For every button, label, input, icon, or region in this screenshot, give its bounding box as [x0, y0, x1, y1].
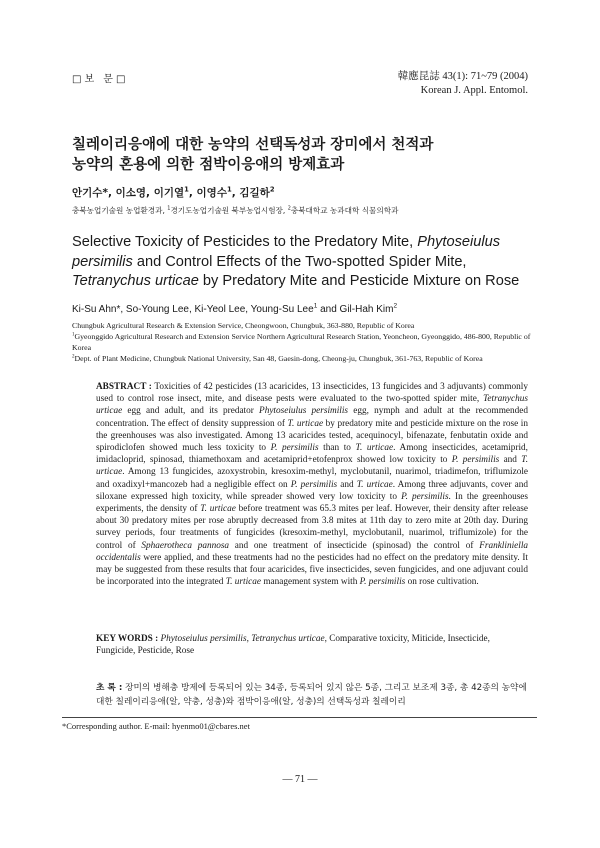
korean-author: 이기열 — [153, 187, 185, 199]
keywords-label: KEY WORDS : — [96, 634, 159, 644]
page-number: — 71 — — [282, 774, 318, 785]
species-name: Phytoseiulus persimilis — [72, 234, 501, 270]
english-affiliation: $^2$Dept. of Plant Medicine, Chungbuk National University, San 48, Gaesin-dong, Cheong-ju, Chungbuk, 361-763, Republic of Korea — [72, 353, 483, 363]
keywords-species: Phytoseiulus persimilis, Tetranychus urticae — [160, 634, 325, 644]
journal-name: Korean J. Appl. Entomol. — [420, 85, 528, 96]
author-mark: 1 — [313, 302, 318, 310]
english-affiliation: $^1$Gyeonggido Agricultural Research and Extension Service Northern Agricultural Research Station, Yeoncheon, Gyeonggido, 486-800, Republic of Korea — [72, 331, 531, 352]
affiliation-mark: 1 — [167, 205, 171, 212]
english-title: Selective Toxicity of Pesticides to the Predatory Mite, Phytoseiulus persimilis and Control Effects of the Two-spotted Spider Mite, Tetranychus urticae by Predatory Mite and Pesticide Mixture on Rose — [72, 234, 520, 289]
korean-author: 이소영 — [115, 187, 147, 199]
korean-author: 이영수 — [196, 187, 227, 199]
english-authors: Ki-Su Ahn*, So-Young Lee, Ki-Yeol Lee, Young-Su Lee$^1$ and Gil-Hah Kim$^2$ — [72, 302, 398, 315]
korean-author: 김길하 — [239, 187, 270, 199]
korean-abstract — [96, 681, 528, 709]
korean-authors: 안기수*, 이소영, 이기열$^1$, 이영수$^1$, 김길하$^2$ — [72, 185, 275, 199]
korean-affiliation: 충북대학교 농과대학 식물의학과 — [290, 206, 399, 215]
keywords — [96, 633, 528, 657]
affiliation-mark: 2 — [287, 205, 291, 212]
species-name: Tetranychus urticae — [72, 273, 199, 289]
author-mark: 2 — [393, 302, 398, 310]
korean-title — [72, 135, 433, 175]
english-affiliation: Chungbuk Agricultural Research & Extension Service, Cheongwoon, Chungbuk, 363-880, Republic of Korea — [72, 321, 415, 330]
english-affiliations — [72, 320, 542, 364]
corresponding-author-footnote: *Corresponding author. E-mail: hyenmo01@cbares.net — [62, 721, 250, 731]
korean-affiliation: 충북농업기술원 농업환경과, — [72, 206, 168, 215]
footnote-divider — [62, 717, 537, 718]
korean-abstract-text: 장미의 병해충 방제에 등록되어 있는 34종, 등록되어 있지 않은 5종, 그리고 보조제 3종, 총 42종의 농약에 대한 칠레이리응애(알, 약충, 성충)와 점박이응애(알, 성충)의 선택독성과 칠레이리 — [96, 683, 527, 707]
author-mark: 1 — [184, 185, 189, 194]
korean-affiliations — [72, 205, 398, 216]
korean-title-line2: 농약의 혼용에 의한 점박이응애의 방제효과 — [72, 157, 345, 173]
author-mark: 2 — [269, 185, 275, 194]
journal-citation: 韓應昆誌 43(1): 71~79 (2004) — [397, 71, 528, 82]
korean-affiliation: 경기도농업기술원 북부농업시험장, — [170, 206, 288, 215]
journal-info — [398, 70, 528, 98]
author-mark: * — [102, 187, 108, 199]
author-mark: 1 — [226, 185, 232, 194]
korean-author: 안기수 — [72, 187, 103, 199]
abstract-label: ABSTRACT : — [96, 382, 152, 392]
keywords-rest: , Comparative toxicity, Miticide, Insecticide, Fungicide, Pesticide, Rose — [96, 634, 490, 657]
article-category: □보 문□ — [72, 74, 129, 85]
korean-title-line1: 칠레이리응애에 대한 농약의 선택독성과 장미에서 천적과 — [72, 137, 434, 153]
abstract: ABSTRACT : Toxicities of 42 pesticides (13 acaricides, 13 insecticides, 13 fungicides and 3 adjuvants) commonly used to control rose insect, mite, and disease pests were evaluated to the two-spotted spider mite, Tetranychus urticae egg and adult, and its predator Phytoseiulus persimilis egg, nymph and adult at the recommended concentration. The effect of density suppression of T. urticae by predatory mite and pesticide mixture on the rose in the greenhouses was also investigated. Among 13 acaricides tested, acequinocyl, bifenazate, fenbutatin oxide and spirodiclofen showed much less toxicity to P. persimilis than to T. urticae. Among insecticides, acetamiprid, imidacloprid, spinosad, thiamethoxam and acetamiprid+etofenprox showed low toxicity to P. persimilis and T. urticae. Among 13 fungicides, azoxystrobin, kresoxim-methyl, myclobutanil, nuarimol, triadimefon, triflumizole and oxadixyl+mancozeb had a negligible effect on P. persimilis and T. urticae. Among three adjuvants, cover and siloxane expressed high toxicity, while spreader showed very low toxicity to P. persimilis. In the greenhouses experiments, the density of T. urticae before treatment was 65.3 mites per leaf. However, their density after release about 30 predatory mites per rose abruptly decreased from 3.8 mites at 11th day to zero mite at 20th day. During survey periods, four treatments of fungicides (kresoxim-methyl, myclobutanil, nuarimol, triflumizole) for the control of Sphaerotheca pannosa and one treatment of insecticide (spinosad) the control of Frankliniella occidentalis were applied, and these treatments had no the pesticides had no effect on the predatory mite density. It may be suggested from these results that four acaricides, five insecticides, seven fungicides, and one adjuvant could be incorporated into the integrated T. urticae management system with P. persimilis on rose cultivation. — [96, 382, 529, 588]
korean-abstract-label: 초 록 : — [96, 683, 123, 693]
